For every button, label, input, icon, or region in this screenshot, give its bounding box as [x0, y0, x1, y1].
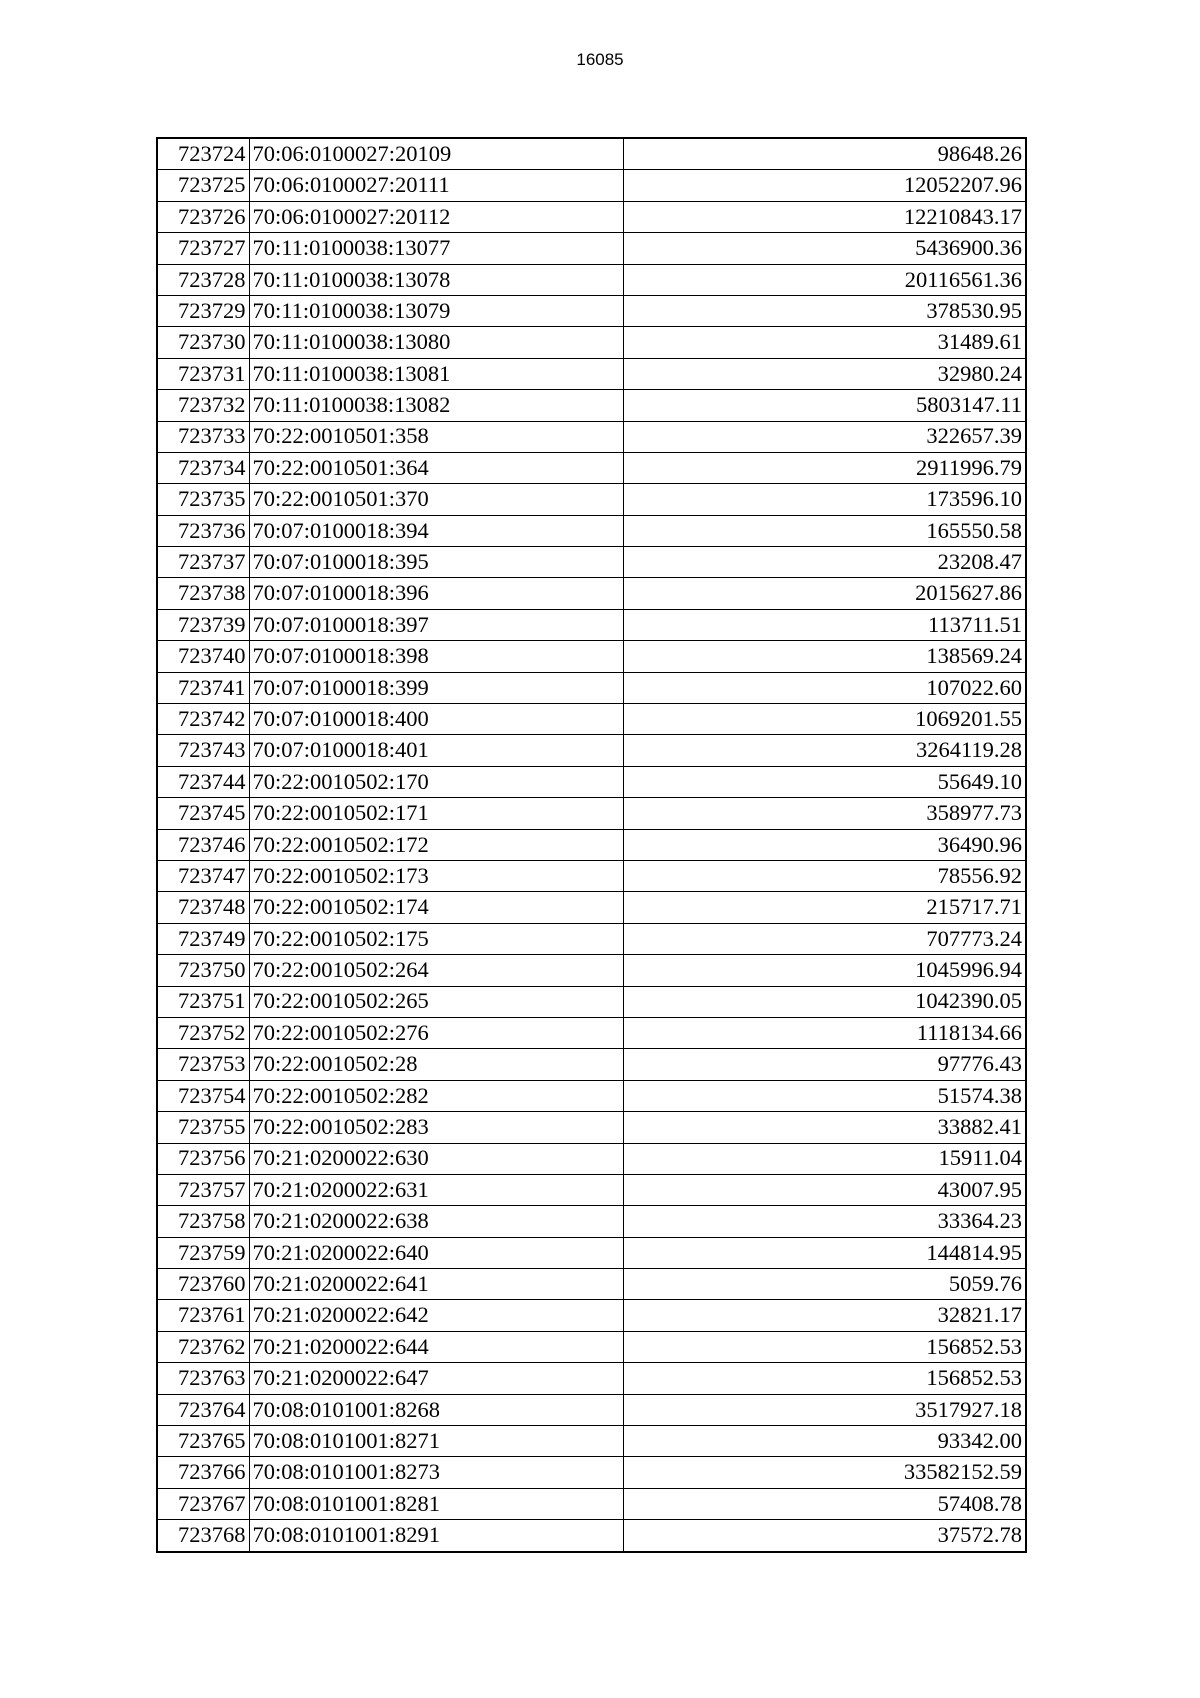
cadastral-number: 70:22:0010502:264	[249, 955, 623, 986]
cadastral-number: 70:21:0200022:630	[249, 1143, 623, 1174]
table-row	[157, 1206, 1026, 1237]
cadastral-value: 165550.58	[623, 515, 1026, 546]
row-number: 723754	[157, 1080, 249, 1111]
row-number: 723748	[157, 892, 249, 923]
row-number: 723725	[157, 170, 249, 201]
table-row	[157, 829, 1026, 860]
page-number: 16085	[576, 50, 624, 69]
cadastral-number: 70:22:0010501:364	[249, 452, 623, 483]
table-row	[157, 1049, 1026, 1080]
table-row	[157, 1174, 1026, 1205]
row-number: 723747	[157, 860, 249, 891]
cadastral-number: 70:22:0010502:265	[249, 986, 623, 1017]
cadastral-number: 70:22:0010502:276	[249, 1017, 623, 1048]
table-row	[157, 923, 1026, 954]
row-number: 723751	[157, 986, 249, 1017]
row-number: 723746	[157, 829, 249, 860]
cadastral-number: 70:11:0100038:13079	[249, 295, 623, 326]
table-row	[157, 201, 1026, 232]
cadastral-number: 70:22:0010502:170	[249, 766, 623, 797]
table-row	[157, 798, 1026, 829]
row-number: 723736	[157, 515, 249, 546]
table-row	[157, 1080, 1026, 1111]
cadastral-value: 51574.38	[623, 1080, 1026, 1111]
row-number: 723760	[157, 1269, 249, 1300]
cadastral-value: 2015627.86	[623, 578, 1026, 609]
cadastral-value: 57408.78	[623, 1488, 1026, 1519]
cadastral-value: 12052207.96	[623, 170, 1026, 201]
cadastral-number: 70:07:0100018:398	[249, 641, 623, 672]
cadastral-value: 93342.00	[623, 1426, 1026, 1457]
row-number: 723767	[157, 1488, 249, 1519]
cadastral-number: 70:22:0010502:282	[249, 1080, 623, 1111]
row-number: 723729	[157, 295, 249, 326]
cadastral-value: 113711.51	[623, 609, 1026, 640]
cadastral-number: 70:07:0100018:400	[249, 704, 623, 735]
cadastral-number: 70:21:0200022:641	[249, 1269, 623, 1300]
table-row	[157, 609, 1026, 640]
cadastral-number: 70:08:0101001:8268	[249, 1394, 623, 1425]
cadastral-value: 1045996.94	[623, 955, 1026, 986]
cadastral-value: 215717.71	[623, 892, 1026, 923]
row-number: 723764	[157, 1394, 249, 1425]
row-number: 723735	[157, 484, 249, 515]
table-row	[157, 327, 1026, 358]
cadastral-value: 97776.43	[623, 1049, 1026, 1080]
row-number: 723749	[157, 923, 249, 954]
row-number: 723742	[157, 704, 249, 735]
row-number: 723738	[157, 578, 249, 609]
table-row	[157, 1457, 1026, 1488]
row-number: 723724	[157, 138, 249, 170]
cadastral-number: 70:22:0010502:171	[249, 798, 623, 829]
table-body	[157, 138, 1026, 1552]
cadastral-value: 33882.41	[623, 1112, 1026, 1143]
row-number: 723768	[157, 1520, 249, 1552]
table-row	[157, 138, 1026, 170]
cadastral-value: 33582152.59	[623, 1457, 1026, 1488]
table-row	[157, 421, 1026, 452]
cadastral-number: 70:11:0100038:13078	[249, 264, 623, 295]
table-row	[157, 735, 1026, 766]
cadastral-number: 70:07:0100018:401	[249, 735, 623, 766]
row-number: 723739	[157, 609, 249, 640]
cadastral-number: 70:08:0101001:8291	[249, 1520, 623, 1552]
cadastral-value: 1118134.66	[623, 1017, 1026, 1048]
table-row	[157, 170, 1026, 201]
table-row	[157, 233, 1026, 264]
row-number: 723756	[157, 1143, 249, 1174]
cadastral-value: 2911996.79	[623, 452, 1026, 483]
cadastral-value: 32821.17	[623, 1300, 1026, 1331]
row-number: 723737	[157, 547, 249, 578]
table-row	[157, 1363, 1026, 1394]
table-row	[157, 1112, 1026, 1143]
cadastral-number: 70:21:0200022:642	[249, 1300, 623, 1331]
row-number: 723744	[157, 766, 249, 797]
cadastral-value: 144814.95	[623, 1237, 1026, 1268]
cadastral-value: 31489.61	[623, 327, 1026, 358]
table-row	[157, 515, 1026, 546]
row-number: 723762	[157, 1331, 249, 1362]
row-number: 723726	[157, 201, 249, 232]
table-row	[157, 547, 1026, 578]
cadastral-number: 70:08:0101001:8273	[249, 1457, 623, 1488]
cadastral-number: 70:06:0100027:20112	[249, 201, 623, 232]
row-number: 723763	[157, 1363, 249, 1394]
table-row	[157, 672, 1026, 703]
row-number: 723731	[157, 358, 249, 389]
table-row	[157, 578, 1026, 609]
cadastral-value: 78556.92	[623, 860, 1026, 891]
row-number: 723728	[157, 264, 249, 295]
cadastral-value-table	[156, 137, 1027, 1553]
cadastral-number: 70:21:0200022:631	[249, 1174, 623, 1205]
cadastral-value: 15911.04	[623, 1143, 1026, 1174]
cadastral-number: 70:07:0100018:395	[249, 547, 623, 578]
row-number: 723727	[157, 233, 249, 264]
table-row	[157, 390, 1026, 421]
cadastral-value: 107022.60	[623, 672, 1026, 703]
cadastral-value: 37572.78	[623, 1520, 1026, 1552]
cadastral-number: 70:07:0100018:396	[249, 578, 623, 609]
cadastral-value: 43007.95	[623, 1174, 1026, 1205]
row-number: 723740	[157, 641, 249, 672]
cadastral-value: 3264119.28	[623, 735, 1026, 766]
row-number: 723753	[157, 1049, 249, 1080]
cadastral-number: 70:21:0200022:647	[249, 1363, 623, 1394]
cadastral-value: 5059.76	[623, 1269, 1026, 1300]
cadastral-number: 70:07:0100018:399	[249, 672, 623, 703]
table-row	[157, 986, 1026, 1017]
cadastral-value: 12210843.17	[623, 201, 1026, 232]
table-row	[157, 1331, 1026, 1362]
cadastral-value: 5803147.11	[623, 390, 1026, 421]
cadastral-number: 70:22:0010502:283	[249, 1112, 623, 1143]
table-row	[157, 641, 1026, 672]
cadastral-value: 1069201.55	[623, 704, 1026, 735]
cadastral-value: 1042390.05	[623, 986, 1026, 1017]
table-row	[157, 892, 1026, 923]
cadastral-number: 70:22:0010501:370	[249, 484, 623, 515]
cadastral-number: 70:06:0100027:20111	[249, 170, 623, 201]
row-number: 723750	[157, 955, 249, 986]
cadastral-number: 70:22:0010502:28	[249, 1049, 623, 1080]
row-number: 723734	[157, 452, 249, 483]
row-number: 723730	[157, 327, 249, 358]
cadastral-value: 156852.53	[623, 1363, 1026, 1394]
cadastral-number: 70:08:0101001:8271	[249, 1426, 623, 1457]
row-number: 723761	[157, 1300, 249, 1331]
row-number: 723759	[157, 1237, 249, 1268]
cadastral-value: 32980.24	[623, 358, 1026, 389]
row-number: 723745	[157, 798, 249, 829]
cadastral-value: 322657.39	[623, 421, 1026, 452]
table-row	[157, 1520, 1026, 1552]
row-number: 723732	[157, 390, 249, 421]
table-row	[157, 1017, 1026, 1048]
cadastral-number: 70:22:0010502:173	[249, 860, 623, 891]
table-row	[157, 1237, 1026, 1268]
cadastral-value: 5436900.36	[623, 233, 1026, 264]
cadastral-number: 70:07:0100018:394	[249, 515, 623, 546]
cadastral-value: 36490.96	[623, 829, 1026, 860]
row-number: 723755	[157, 1112, 249, 1143]
row-number: 723741	[157, 672, 249, 703]
cadastral-value: 23208.47	[623, 547, 1026, 578]
cadastral-value: 138569.24	[623, 641, 1026, 672]
cadastral-number: 70:11:0100038:13081	[249, 358, 623, 389]
row-number: 723752	[157, 1017, 249, 1048]
cadastral-value: 358977.73	[623, 798, 1026, 829]
row-number: 723766	[157, 1457, 249, 1488]
cadastral-value: 20116561.36	[623, 264, 1026, 295]
cadastral-number: 70:22:0010502:175	[249, 923, 623, 954]
table-row	[157, 955, 1026, 986]
table-row	[157, 704, 1026, 735]
cadastral-number: 70:11:0100038:13077	[249, 233, 623, 264]
cadastral-value: 173596.10	[623, 484, 1026, 515]
table-row	[157, 1143, 1026, 1174]
table-row	[157, 1300, 1026, 1331]
cadastral-number: 70:22:0010501:358	[249, 421, 623, 452]
row-number: 723733	[157, 421, 249, 452]
table-row	[157, 452, 1026, 483]
cadastral-number: 70:22:0010502:172	[249, 829, 623, 860]
row-number: 723757	[157, 1174, 249, 1205]
table-row	[157, 1426, 1026, 1457]
cadastral-number: 70:11:0100038:13080	[249, 327, 623, 358]
cadastral-value: 55649.10	[623, 766, 1026, 797]
row-number: 723758	[157, 1206, 249, 1237]
cadastral-value: 156852.53	[623, 1331, 1026, 1362]
table-row	[157, 264, 1026, 295]
table-row	[157, 358, 1026, 389]
cadastral-number: 70:07:0100018:397	[249, 609, 623, 640]
table-row	[157, 1394, 1026, 1425]
table-row	[157, 1488, 1026, 1519]
table-row	[157, 484, 1026, 515]
row-number: 723743	[157, 735, 249, 766]
cadastral-number: 70:11:0100038:13082	[249, 390, 623, 421]
row-number: 723765	[157, 1426, 249, 1457]
table-row	[157, 295, 1026, 326]
table-row	[157, 766, 1026, 797]
cadastral-number: 70:22:0010502:174	[249, 892, 623, 923]
cadastral-value: 98648.26	[623, 138, 1026, 170]
cadastral-number: 70:21:0200022:640	[249, 1237, 623, 1268]
cadastral-number: 70:21:0200022:638	[249, 1206, 623, 1237]
cadastral-number: 70:21:0200022:644	[249, 1331, 623, 1362]
cadastral-value: 707773.24	[623, 923, 1026, 954]
cadastral-value: 3517927.18	[623, 1394, 1026, 1425]
cadastral-value: 378530.95	[623, 295, 1026, 326]
cadastral-value: 33364.23	[623, 1206, 1026, 1237]
table-row	[157, 1269, 1026, 1300]
cadastral-number: 70:06:0100027:20109	[249, 138, 623, 170]
table-row	[157, 860, 1026, 891]
cadastral-number: 70:08:0101001:8281	[249, 1488, 623, 1519]
